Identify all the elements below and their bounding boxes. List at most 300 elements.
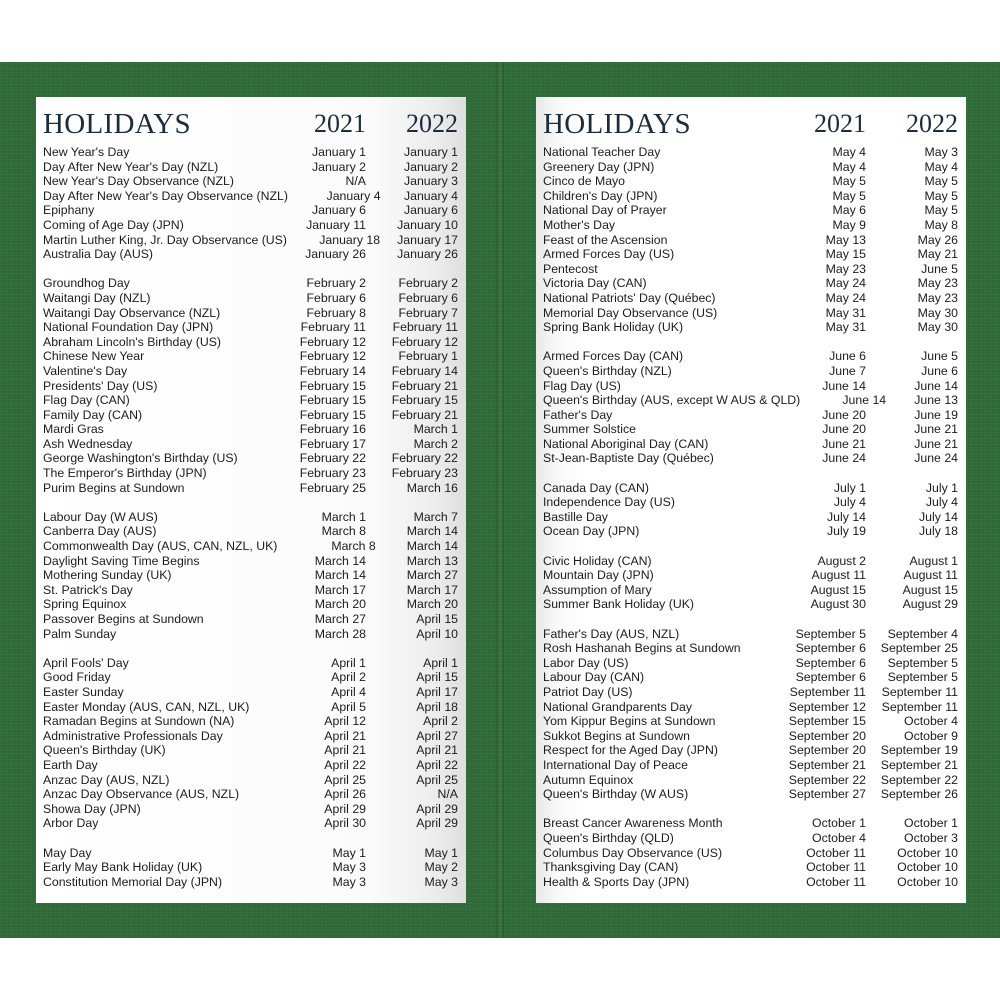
- holiday-row: [43, 773, 458, 788]
- holiday-name: Epiphany: [43, 203, 95, 218]
- holiday-row: [43, 160, 458, 175]
- holiday-name: Good Friday: [43, 670, 111, 685]
- date-2021: April 22: [324, 757, 366, 772]
- holiday-name: Passover Begins at Sundown: [43, 612, 204, 626]
- date-2022: September 19: [880, 743, 958, 758]
- holiday-name: Summer Solstice: [543, 422, 636, 437]
- date-2021: March 14: [314, 568, 366, 583]
- holiday-name: Canada Day (CAN): [543, 480, 649, 495]
- date-2021: April 26: [324, 787, 366, 802]
- holiday-row: [43, 481, 458, 496]
- date-2021: June 14: [822, 378, 866, 393]
- holiday-row: [43, 189, 458, 204]
- holiday-name: Arbor Day: [43, 816, 99, 831]
- date-2022: July 18: [919, 524, 958, 539]
- date-2021: January 1: [311, 145, 366, 159]
- holiday-name: National Teacher Day: [543, 145, 661, 159]
- holiday-name: Anzac Day (AUS, NZL): [43, 772, 170, 787]
- date-2022: January 10: [397, 217, 458, 232]
- holiday-name: Day After New Year's Day Observance (NZL): [43, 188, 288, 203]
- date-2022: June 6: [921, 363, 958, 378]
- holiday-name: National Grandparents Day: [543, 699, 693, 714]
- date-2021: March 20: [314, 597, 366, 612]
- date-2022: September 22: [880, 772, 958, 787]
- holiday-name: Civic Holiday (CAN): [543, 553, 652, 568]
- date-2021: July 19: [827, 524, 866, 539]
- date-2021: May 15: [825, 247, 866, 262]
- holiday-name: Summer Bank Holiday (UK): [543, 597, 695, 612]
- date-2022: May 1: [424, 845, 458, 860]
- holiday-row: [43, 627, 458, 642]
- holiday-name: Chinese New Year: [43, 349, 145, 364]
- date-2021: July 14: [827, 509, 866, 524]
- holiday-name: May Day: [43, 845, 92, 860]
- holiday-row: [43, 451, 458, 466]
- holiday-row: [43, 524, 458, 539]
- holiday-name: Presidents' Day (US): [43, 378, 158, 393]
- date-2021: March 17: [314, 582, 366, 597]
- holiday-name: Queen's Birthday (AUS, except W AUS & QLD): [543, 393, 801, 408]
- date-2021: October 4: [812, 830, 866, 845]
- date-2021: June 6: [829, 349, 866, 364]
- holiday-name: Memorial Day Observance (US): [543, 305, 718, 320]
- holiday-name: Assumption of Mary: [543, 582, 652, 597]
- holiday-row: [543, 729, 958, 744]
- holiday-name: New Year's Day Observance (NZL): [43, 174, 234, 189]
- date-2021: September 15: [788, 714, 866, 729]
- date-2021: March 27: [314, 612, 366, 626]
- holiday-row: [543, 597, 958, 612]
- date-2021: May 3: [332, 874, 366, 889]
- date-2021: May 24: [825, 276, 866, 291]
- holiday-row: [543, 831, 958, 846]
- date-2022: August 29: [902, 597, 958, 612]
- holiday-name: Waitangi Day (NZL): [43, 290, 151, 305]
- holiday-row: [43, 846, 458, 861]
- right-holiday-list: [543, 145, 958, 889]
- holiday-name: Pentecost: [543, 261, 598, 276]
- date-2022: April 18: [416, 699, 458, 714]
- holiday-name: Health & Sports Day (JPN): [543, 874, 690, 889]
- date-2022: March 27: [406, 568, 458, 583]
- holiday-row: [543, 583, 958, 598]
- holiday-row: [543, 145, 958, 160]
- holiday-name: Ocean Day (JPN): [543, 524, 640, 539]
- holiday-name: Rosh Hashanah Begins at Sundown: [543, 641, 741, 656]
- date-2022: April 10: [416, 626, 458, 641]
- date-2022: August 15: [902, 582, 958, 597]
- holiday-name: New Year's Day: [43, 145, 130, 159]
- holiday-row: [543, 495, 958, 510]
- holiday-row: [43, 568, 458, 583]
- holiday-name: Respect for the Aged Day (JPN): [543, 743, 718, 758]
- group-spacer: [43, 641, 458, 656]
- holiday-row: [543, 349, 958, 364]
- date-2021: May 4: [832, 145, 866, 159]
- date-2021: September 27: [788, 787, 866, 802]
- holiday-row: [543, 685, 958, 700]
- date-2021: August 11: [811, 568, 866, 583]
- holiday-row: [43, 335, 458, 350]
- holiday-row: [43, 364, 458, 379]
- holiday-name: Constitution Memorial Day (JPN): [43, 874, 223, 889]
- date-2022: April 29: [416, 816, 458, 831]
- holiday-name: Father's Day (AUS, NZL): [543, 626, 680, 641]
- holiday-row: [43, 203, 458, 218]
- date-2021: March 8: [331, 539, 376, 554]
- holiday-name: National Foundation Day (JPN): [43, 320, 214, 335]
- date-2022: October 3: [904, 830, 958, 845]
- date-2022: March 2: [413, 436, 458, 451]
- holiday-name: Mother's Day: [543, 217, 616, 232]
- date-2021: July 1: [833, 480, 866, 495]
- holiday-row: [543, 291, 958, 306]
- date-2022: February 22: [391, 451, 458, 466]
- date-2022: April 15: [416, 612, 458, 626]
- holiday-name: Mothering Sunday (UK): [43, 568, 172, 583]
- date-2022: April 22: [416, 757, 458, 772]
- date-2022: February 15: [391, 393, 458, 408]
- holiday-row: [543, 189, 958, 204]
- date-2022: April 17: [416, 684, 458, 699]
- holiday-name: St-Jean-Baptiste Day (Québec): [543, 451, 714, 466]
- holiday-row: [543, 306, 958, 321]
- holiday-row: [543, 846, 958, 861]
- date-2022: June 21: [914, 422, 958, 437]
- date-2022: February 7: [398, 305, 458, 320]
- group-spacer: [543, 466, 958, 481]
- date-2021: February 8: [306, 305, 366, 320]
- date-2021: April 30: [324, 816, 366, 831]
- holiday-name: Armed Forces Day (US): [543, 247, 675, 262]
- date-2021: May 23: [825, 261, 866, 276]
- date-2021: April 12: [324, 714, 366, 729]
- holiday-row: [43, 539, 458, 554]
- date-2021: May 9: [832, 217, 866, 232]
- holiday-row: [543, 451, 958, 466]
- date-2022: March 17: [406, 582, 458, 597]
- date-2021: September 20: [788, 728, 866, 743]
- date-2021: February 14: [299, 363, 366, 378]
- holiday-name: Sukkot Begins at Sundown: [543, 728, 690, 743]
- date-2022: May 5: [924, 188, 958, 203]
- date-2022: May 30: [917, 320, 958, 335]
- date-2022: March 20: [406, 597, 458, 612]
- holiday-name: Waitangi Day Observance (NZL): [43, 305, 221, 320]
- date-2022: October 9: [904, 728, 958, 743]
- holiday-row: [543, 393, 958, 408]
- holiday-row: [43, 875, 458, 890]
- holiday-row: [43, 422, 458, 437]
- right-page: [536, 97, 966, 903]
- date-2021: September 6: [795, 655, 866, 670]
- holiday-name: Commonwealth Day (AUS, CAN, NZL, UK): [43, 539, 278, 554]
- date-2022: April 27: [416, 728, 458, 743]
- date-2021: April 1: [331, 655, 366, 670]
- holiday-row: [543, 262, 958, 277]
- holiday-name: Early May Bank Holiday (UK): [43, 860, 203, 875]
- holiday-row: [43, 218, 458, 233]
- date-2022: March 7: [413, 509, 458, 524]
- date-2021: May 13: [825, 232, 866, 247]
- holiday-name: Showa Day (JPN): [43, 801, 141, 816]
- date-2022: January 26: [397, 247, 458, 262]
- holiday-row: [543, 203, 958, 218]
- holiday-row: [543, 481, 958, 496]
- holiday-row: [43, 700, 458, 715]
- holiday-row: [543, 670, 958, 685]
- group-spacer: [43, 262, 458, 277]
- holiday-row: [43, 247, 458, 262]
- date-2022: June 13: [914, 393, 958, 408]
- date-2022: May 4: [924, 159, 958, 174]
- date-2022: April 21: [416, 743, 458, 758]
- date-2021: February 22: [299, 451, 366, 466]
- date-2021: March 1: [321, 509, 366, 524]
- holiday-row: [43, 320, 458, 335]
- date-2021: September 20: [788, 743, 866, 758]
- date-2022: March 16: [406, 480, 458, 495]
- holiday-name: Valentine's Day: [43, 363, 128, 378]
- holiday-name: April Fools' Day: [43, 655, 129, 670]
- date-2022: September 11: [881, 684, 958, 699]
- date-2022: April 1: [423, 655, 458, 670]
- holiday-row: [543, 422, 958, 437]
- date-2022: May 26: [917, 232, 958, 247]
- holiday-name: Day After New Year's Day (NZL): [43, 159, 219, 174]
- date-2022: May 3: [924, 145, 958, 159]
- date-2022: September 21: [880, 757, 958, 772]
- date-2022: October 10: [897, 874, 958, 889]
- holiday-name: Labour Day (CAN): [543, 670, 645, 685]
- date-2021: February 15: [299, 378, 366, 393]
- date-2022: February 14: [391, 363, 458, 378]
- holiday-row: [43, 466, 458, 481]
- holiday-row: [43, 349, 458, 364]
- date-2022: July 1: [925, 480, 958, 495]
- date-2021: June 7: [829, 363, 866, 378]
- date-2022: June 21: [914, 436, 958, 451]
- date-2022: January 2: [403, 159, 458, 174]
- holiday-name: Abraham Lincoln's Birthday (US): [43, 334, 221, 349]
- date-2022: September 5: [887, 655, 958, 670]
- date-2022: October 4: [904, 714, 958, 729]
- date-2021: May 24: [825, 290, 866, 305]
- date-2022: January 3: [403, 174, 458, 189]
- holiday-name: Palm Sunday: [43, 626, 117, 641]
- holiday-name: Armed Forces Day (CAN): [543, 349, 684, 364]
- holiday-row: [543, 247, 958, 262]
- date-2021: April 5: [331, 699, 366, 714]
- date-2021: January 11: [306, 217, 366, 232]
- date-2021: April 21: [324, 743, 366, 758]
- holiday-row: [43, 554, 458, 569]
- date-2022: August 1: [909, 553, 958, 568]
- holiday-row: [43, 656, 458, 671]
- holiday-name: Father's Day: [543, 407, 613, 422]
- holiday-row: [543, 379, 958, 394]
- holiday-name: Cinco de Mayo: [543, 174, 626, 189]
- holiday-row: [543, 714, 958, 729]
- date-2021: June 20: [822, 422, 866, 437]
- holiday-name: Children's Day (JPN): [543, 188, 658, 203]
- holiday-row: [43, 612, 458, 627]
- date-2022: September 4: [887, 626, 958, 641]
- holiday-row: [543, 627, 958, 642]
- holiday-row: [543, 276, 958, 291]
- date-2021: September 6: [795, 670, 866, 685]
- holiday-name: National Patriots' Day (Québec): [543, 290, 716, 305]
- date-2022: May 8: [924, 217, 958, 232]
- date-2021: August 30: [810, 597, 866, 612]
- holiday-name: The Emperor's Birthday (JPN): [43, 466, 207, 481]
- holiday-name: Spring Equinox: [43, 597, 127, 612]
- holiday-row: [43, 714, 458, 729]
- holiday-name: Family Day (CAN): [43, 407, 143, 422]
- holiday-row: [43, 408, 458, 423]
- holiday-row: [543, 174, 958, 189]
- holiday-name: National Day of Prayer: [543, 203, 667, 218]
- holiday-name: Spring Bank Holiday (UK): [543, 320, 684, 335]
- date-2021: April 29: [324, 801, 366, 816]
- group-spacer: [543, 539, 958, 554]
- holiday-row: [543, 743, 958, 758]
- date-2021: January 2: [311, 159, 366, 174]
- holiday-row: [43, 306, 458, 321]
- group-spacer: [43, 831, 458, 846]
- holiday-name: International Day of Peace: [543, 757, 688, 772]
- date-2022: July 14: [919, 509, 958, 524]
- date-2021: February 15: [299, 407, 366, 422]
- date-2021: February 2: [306, 276, 366, 291]
- date-2021: June 20: [822, 407, 866, 422]
- date-2021: February 15: [299, 393, 366, 408]
- holiday-row: [43, 510, 458, 525]
- holiday-name: Coming of Age Day (JPN): [43, 217, 184, 232]
- right-page-header: [543, 109, 958, 139]
- date-2021: September 6: [795, 641, 866, 656]
- holiday-row: [43, 393, 458, 408]
- holiday-name: Breast Cancer Awareness Month: [543, 816, 723, 831]
- date-2021: August 2: [817, 553, 866, 568]
- holiday-name: Autumn Equinox: [543, 772, 634, 787]
- holiday-row: [543, 860, 958, 875]
- date-2021: March 28: [314, 626, 366, 641]
- date-2022: May 23: [917, 276, 958, 291]
- date-2022: July 4: [925, 495, 958, 510]
- date-2022: February 21: [391, 407, 458, 422]
- holiday-row: [543, 524, 958, 539]
- holiday-row: [543, 437, 958, 452]
- date-2021: January 18: [319, 232, 381, 247]
- date-2021: January 6: [311, 203, 366, 218]
- date-2021: February 12: [299, 334, 366, 349]
- date-2022: May 21: [917, 247, 958, 262]
- holiday-name: Groundhog Day: [43, 276, 130, 291]
- holiday-name: Labour Day (W AUS): [43, 509, 158, 524]
- date-2021: May 31: [825, 320, 866, 335]
- holiday-name: National Aboriginal Day (CAN): [543, 436, 709, 451]
- date-2021: June 14: [842, 393, 887, 408]
- holiday-row: [43, 597, 458, 612]
- date-2022: April 25: [416, 772, 458, 787]
- date-2022: March 14: [406, 524, 458, 539]
- holiday-name: Canberra Day (AUS): [43, 524, 157, 539]
- date-2022: February 6: [398, 290, 458, 305]
- date-2021: October 11: [806, 874, 866, 889]
- holiday-name: Labor Day (US): [543, 655, 629, 670]
- left-year-2022: 2022: [406, 109, 458, 138]
- holiday-row: [543, 554, 958, 569]
- right-page-title: HOLIDAYS: [543, 108, 691, 140]
- holiday-row: [543, 773, 958, 788]
- holiday-name: Queen's Birthday (QLD): [543, 830, 674, 845]
- holiday-row: [543, 218, 958, 233]
- date-2022: May 5: [924, 174, 958, 189]
- date-2021: March 14: [314, 553, 366, 568]
- holiday-name: Purim Begins at Sundown: [43, 480, 185, 495]
- date-2021: September 22: [788, 772, 866, 787]
- holiday-name: Bastille Day: [543, 509, 608, 524]
- holiday-name: Anzac Day Observance (AUS, NZL): [43, 787, 240, 802]
- left-holiday-list: [43, 145, 458, 889]
- date-2022: February 1: [398, 349, 458, 364]
- holiday-row: [543, 641, 958, 656]
- date-2022: February 12: [391, 334, 458, 349]
- holiday-row: [543, 758, 958, 773]
- holiday-name: Easter Monday (AUS, CAN, NZL, UK): [43, 699, 250, 714]
- holiday-name: Earth Day: [43, 757, 98, 772]
- holiday-row: [43, 291, 458, 306]
- date-2022: March 1: [413, 422, 458, 437]
- date-2022: September 11: [881, 699, 958, 714]
- holiday-name: Easter Sunday: [43, 684, 124, 699]
- date-2022: April 15: [416, 670, 458, 685]
- date-2021: June 21: [822, 436, 866, 451]
- date-2021: May 4: [832, 159, 866, 174]
- date-2021: October 1: [812, 816, 866, 831]
- planner-spine: [496, 62, 504, 938]
- date-2022: February 2: [398, 276, 458, 291]
- holiday-row: [543, 656, 958, 671]
- date-2021: August 15: [810, 582, 866, 597]
- date-2021: June 24: [822, 451, 866, 466]
- holiday-name: Flag Day (CAN): [43, 393, 130, 408]
- holiday-row: [43, 437, 458, 452]
- date-2022: October 10: [897, 845, 958, 860]
- date-2021: April 21: [324, 728, 366, 743]
- left-year-2021: 2021: [314, 109, 366, 138]
- holiday-row: [543, 320, 958, 335]
- date-2021: October 11: [806, 860, 866, 875]
- holiday-name: Martin Luther King, Jr. Day Observance (US): [43, 232, 287, 247]
- holiday-name: George Washington's Birthday (US): [43, 451, 238, 466]
- date-2022: June 14: [914, 378, 958, 393]
- holiday-row: [43, 174, 458, 189]
- holiday-row: [43, 670, 458, 685]
- date-2021: March 8: [321, 524, 366, 539]
- holiday-row: [543, 510, 958, 525]
- holiday-row: [543, 568, 958, 583]
- left-page-header: [43, 109, 458, 139]
- date-2021: January 4: [326, 188, 381, 203]
- holiday-name: Greenery Day (JPN): [543, 159, 655, 174]
- holiday-name: Queen's Birthday (W AUS): [543, 787, 689, 802]
- holiday-row: [43, 233, 458, 248]
- date-2021: May 1: [332, 845, 366, 860]
- holiday-name: Mountain Day (JPN): [543, 568, 654, 583]
- holiday-row: [43, 276, 458, 291]
